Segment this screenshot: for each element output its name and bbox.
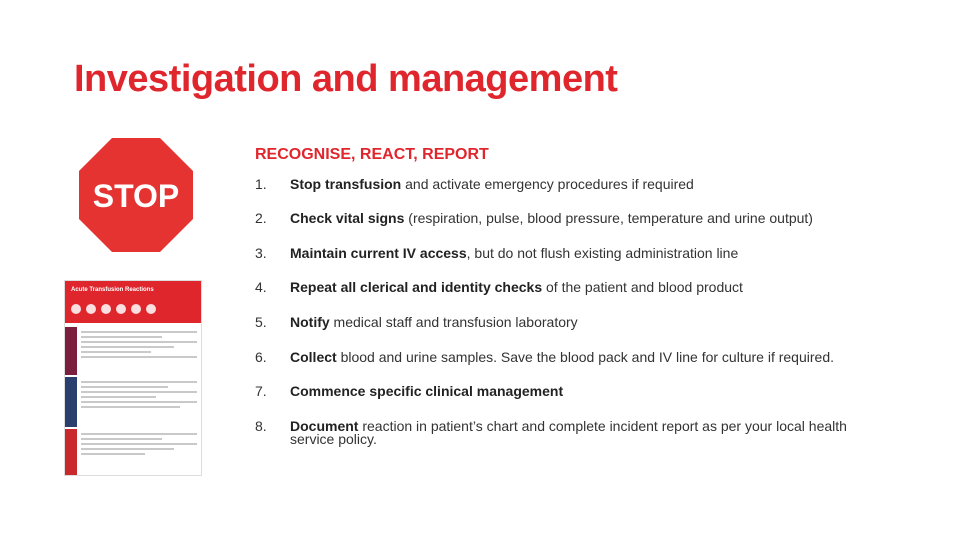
reaction-poster-thumbnail xyxy=(64,280,202,476)
poster-icon-row xyxy=(71,304,156,314)
step-bold: Document xyxy=(290,418,359,434)
poster-icon xyxy=(86,304,96,314)
step-bold: Repeat all clerical and identity checks xyxy=(290,279,543,295)
step-number: 2. xyxy=(255,210,267,226)
step-number: 3. xyxy=(255,245,267,261)
step-bold: Commence specific clinical management xyxy=(290,383,564,399)
step-number: 6. xyxy=(255,349,267,365)
poster-icon xyxy=(131,304,141,314)
page-title: Investigation and management xyxy=(74,58,618,100)
poster-section xyxy=(65,377,201,427)
step-text: blood and urine samples. Save the blood pack and IV line for culture if required. xyxy=(336,349,834,365)
section-heading: RECOGNISE, REACT, REPORT xyxy=(255,146,489,163)
step-bold: Maintain current IV access xyxy=(290,245,467,261)
step-number: 4. xyxy=(255,279,267,295)
poster-header xyxy=(65,281,201,323)
stop-sign-icon xyxy=(77,136,195,254)
step-text: (respiration, pulse, blood pressure, temperature and urine output) xyxy=(404,210,813,226)
step-number: 1. xyxy=(255,176,267,192)
poster-icon xyxy=(101,304,111,314)
step-number: 7. xyxy=(255,383,267,399)
step-text: reaction in patient’s chart and complete incident report as per your local health service policy. xyxy=(290,418,847,447)
step-number: 8. xyxy=(255,418,267,434)
poster-icon xyxy=(146,304,156,314)
poster-section xyxy=(65,429,201,475)
poster-icon xyxy=(71,304,81,314)
step-bold: Collect xyxy=(290,349,337,365)
step-bold: Check vital signs xyxy=(290,210,405,226)
step-text: medical staff and transfusion laboratory xyxy=(329,314,578,330)
step-text: and activate emergency procedures if required xyxy=(401,176,694,192)
step-bold: Notify xyxy=(290,314,330,330)
poster-icon xyxy=(116,304,126,314)
poster-title: Acute Transfusion Reactions xyxy=(71,287,154,293)
step-bold: Stop transfusion xyxy=(290,176,402,192)
step-text: of the patient and blood product xyxy=(542,279,743,295)
step-text: , but do not flush existing administration line xyxy=(466,245,739,261)
step-number: 5. xyxy=(255,314,267,330)
poster-section xyxy=(65,327,201,375)
stop-sign-text: STOP xyxy=(92,178,180,214)
